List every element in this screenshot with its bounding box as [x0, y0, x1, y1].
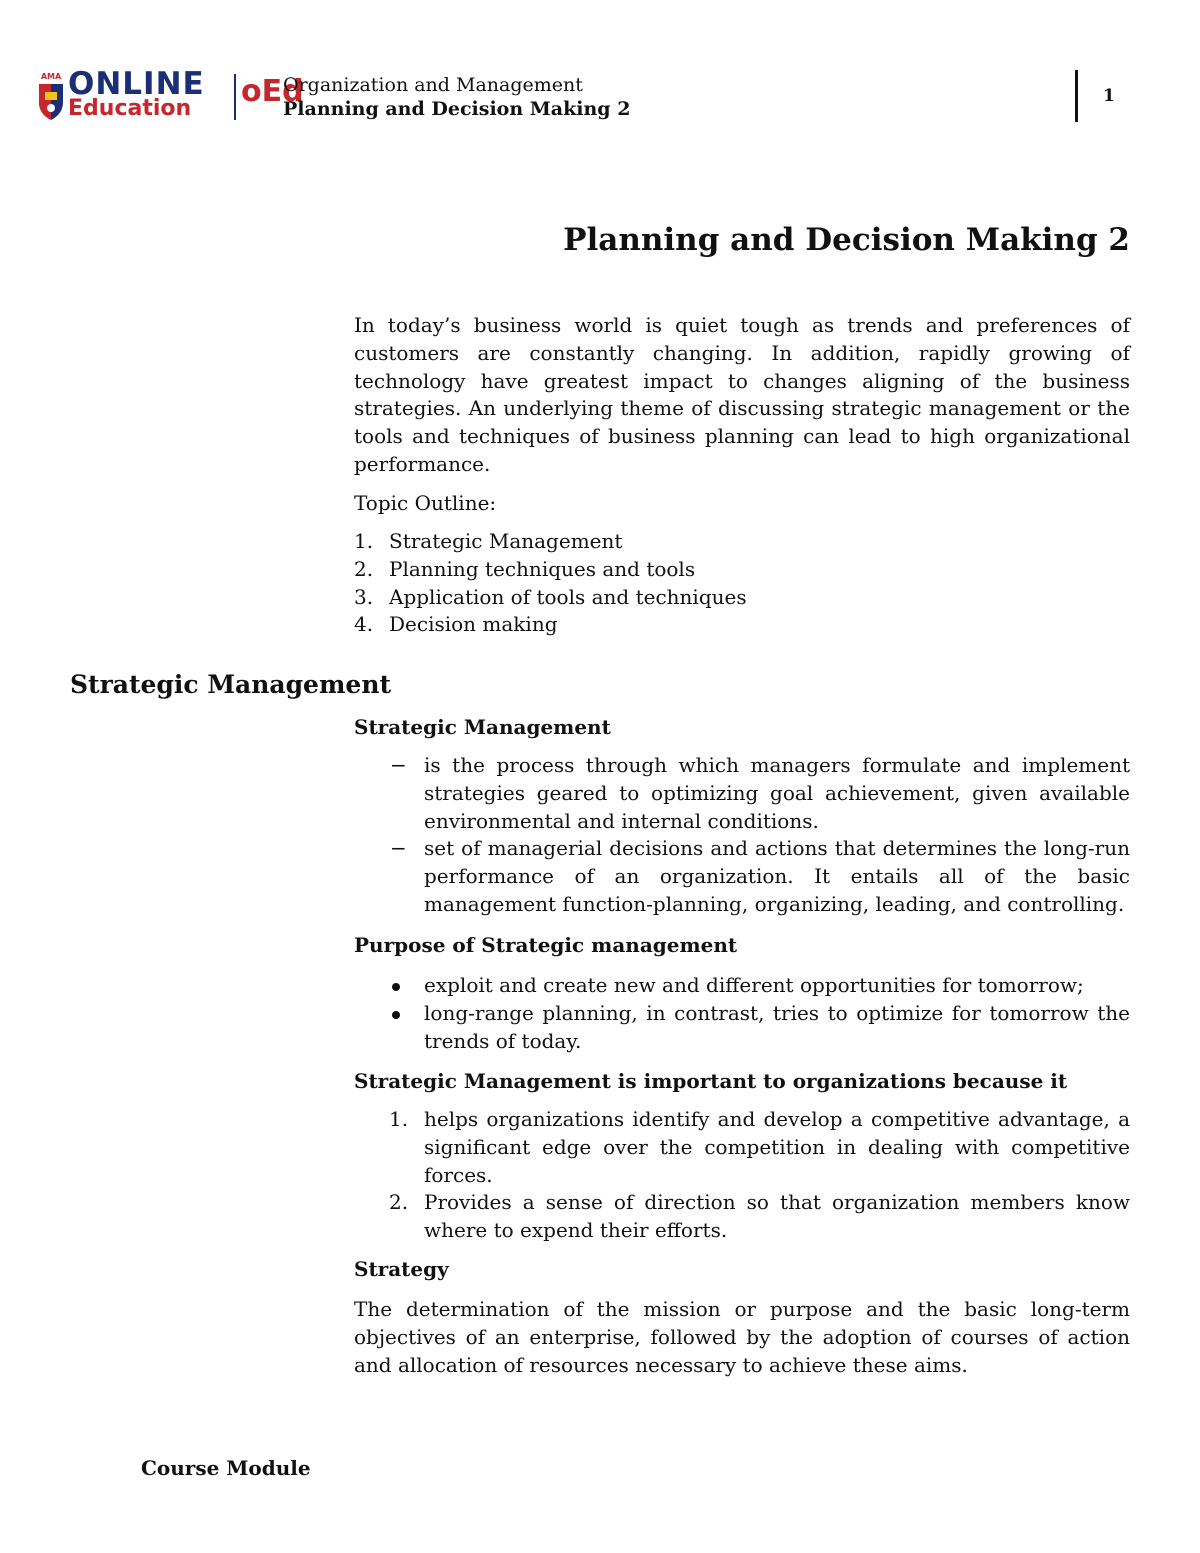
list-item: − is the process through which managers formulate and implement strategies geared to optimizing goal achievement, given available environmental and internal conditions.: [390, 753, 1130, 833]
definition-heading: Strategic Management: [354, 715, 611, 739]
crest-icon: [36, 70, 66, 122]
purpose-list: [354, 972, 1130, 1055]
importance-list: [354, 1106, 1130, 1245]
list-item: 2. Provides a sense of direction so that organization members know where to expend their efforts.: [389, 1190, 1130, 1243]
bullet-icon: [392, 1011, 400, 1019]
topic-outline-list: [354, 528, 1130, 639]
section-heading: Strategic Management: [70, 670, 392, 699]
list-item: 4. Decision making: [354, 612, 558, 637]
svg-text:AMA: AMA: [40, 72, 62, 81]
logo-online-text: ONLINE: [68, 66, 205, 102]
intro-paragraph: In today’s business world is quiet tough as trends and preferences of customers are constantly changing. In addition, rapidly growing of technology have greatest impact to changes aligning of the business strategies. An underlying theme of discussing strategic management or the tools and techniques of business planning can lead to high organizational performance.: [354, 313, 1130, 476]
purpose-heading: Purpose of Strategic management: [354, 933, 738, 957]
definition-list: [354, 752, 1130, 919]
list-item: exploit and create new and different opportunities for tomorrow;: [354, 972, 1130, 1000]
logo-education-text: Education: [68, 96, 192, 121]
list-item: 2. Planning techniques and tools: [354, 556, 696, 581]
list-item: long-range planning, in contrast, tries to optimize for tomorrow the trends of today.: [354, 1000, 1130, 1056]
header-course: Organization and Management: [283, 74, 583, 96]
list-item: − set of managerial decisions and actions that determines the long-run performance of an organization. It entails all of the basic management function-planning, organizing, leading, and controlling.: [390, 836, 1130, 916]
strategy-heading: Strategy: [354, 1257, 449, 1281]
logo-separator: [234, 74, 236, 120]
page-title: Planning and Decision Making 2: [563, 222, 1130, 258]
footer-label: Course Module: [141, 1456, 311, 1480]
page-number: 1: [1103, 86, 1115, 106]
list-item: 1. Strategic Management: [354, 529, 623, 553]
list-item: 3. Application of tools and techniques: [354, 584, 747, 609]
header-topic: Planning and Decision Making 2: [283, 98, 631, 120]
importance-heading: Strategic Management is important to organizations because it: [354, 1069, 1068, 1093]
bullet-icon: [392, 983, 400, 991]
topic-outline-label: Topic Outline:: [354, 491, 497, 515]
institution-logo: [36, 66, 304, 126]
strategy-paragraph: The determination of the mission or purpose and the basic long-term objectives of an enterprise, followed by the adoption of courses of action and allocation of resources necessary to achieve these aims.: [354, 1297, 1130, 1377]
header-divider: [1075, 70, 1078, 122]
list-item: 1. helps organizations identify and develop a competitive advantage, a significant edge over the competition in dealing with competitive forces.: [389, 1107, 1130, 1187]
logo-oed-text: oEd: [241, 74, 304, 109]
